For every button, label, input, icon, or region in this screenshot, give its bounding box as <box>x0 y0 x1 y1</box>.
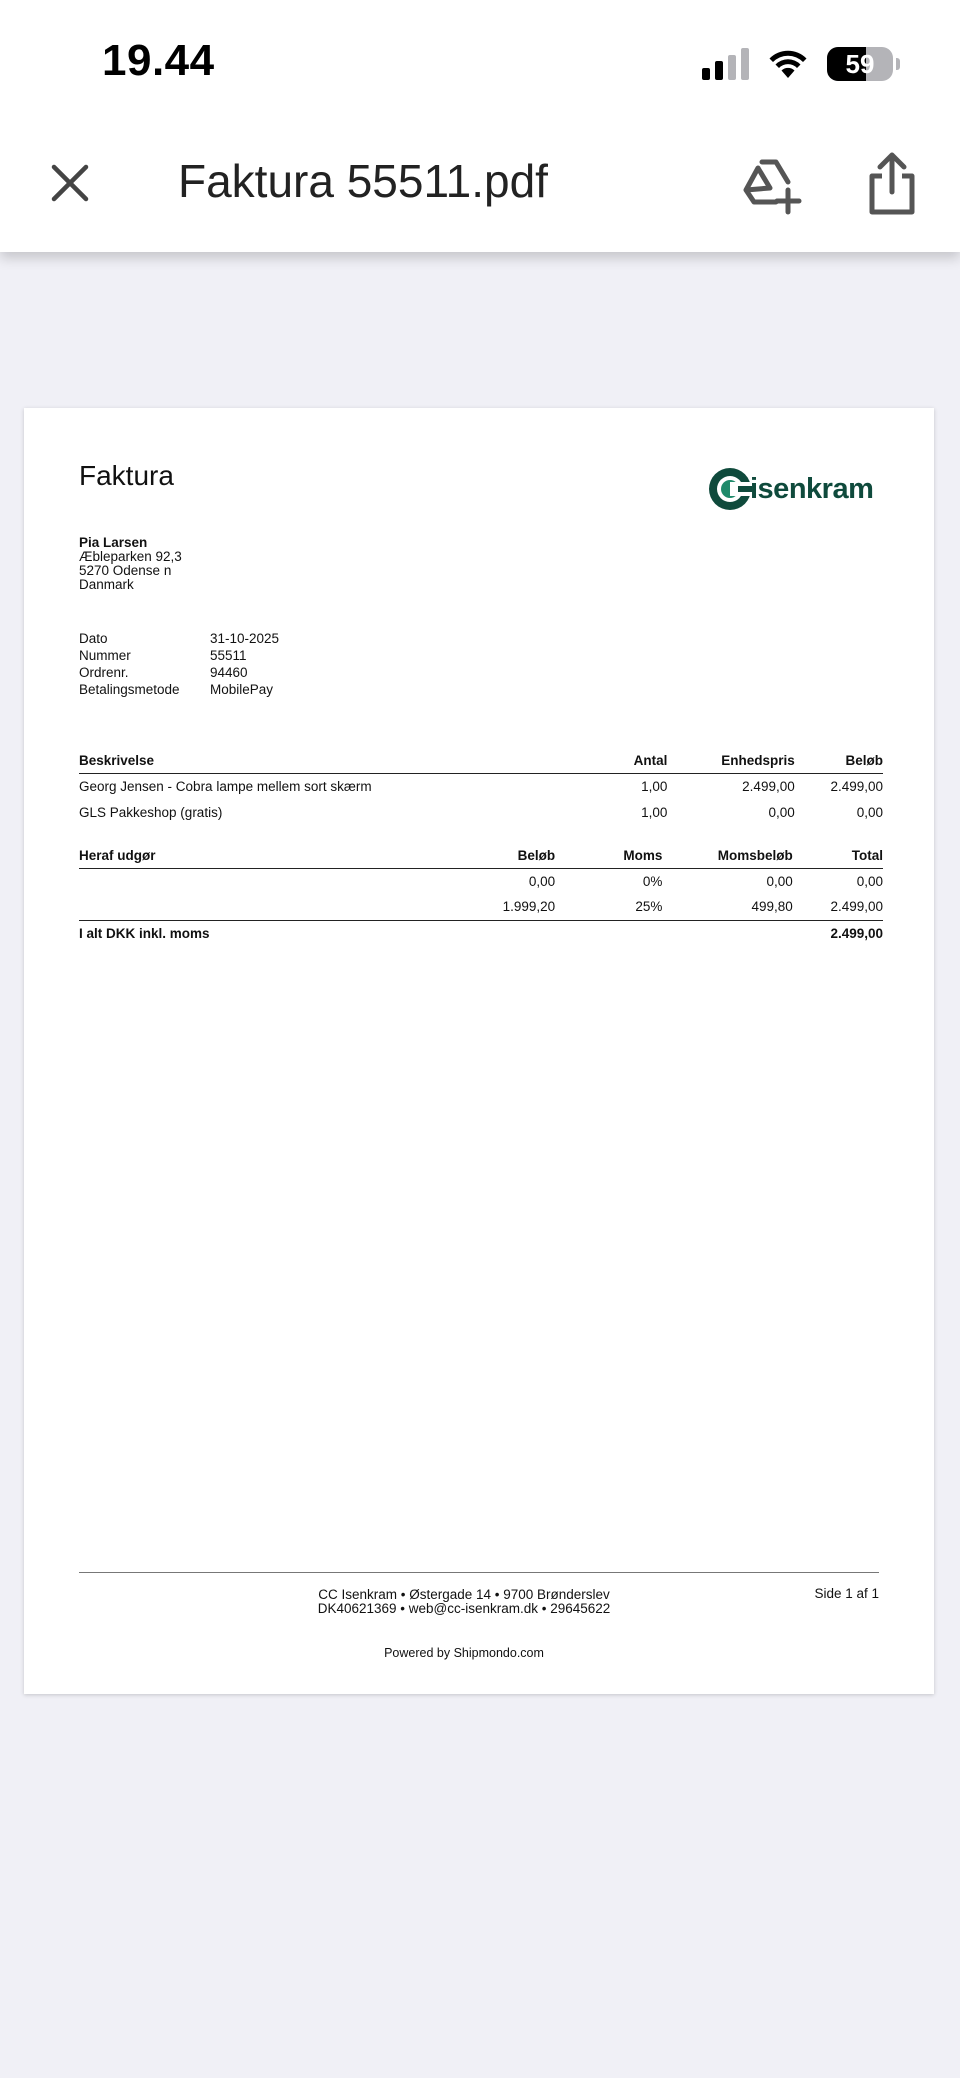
table-row <box>79 773 883 799</box>
total-label: I alt DKK inkl. moms <box>79 925 210 941</box>
table-cell: GLS Pakkeshop (gratis) <box>79 804 223 820</box>
meta-value: MobilePay <box>210 682 274 697</box>
table-cell: 0,00 <box>856 873 883 889</box>
customer-name: Pia Larsen <box>79 535 148 550</box>
meta-label: Dato <box>79 631 108 646</box>
footer-address <box>224 1588 704 1616</box>
add-to-drive-button[interactable] <box>740 152 804 216</box>
items-header-row <box>79 753 883 773</box>
total-value: 2.499,00 <box>830 925 883 941</box>
add-to-drive-icon <box>740 152 804 216</box>
meta-row <box>79 664 279 681</box>
vat-header-row <box>79 848 883 868</box>
table-cell: 2.499,00 <box>830 899 883 915</box>
isenkram-logo-icon <box>708 467 752 511</box>
table-cell: 2.499,00 <box>830 778 883 794</box>
top-bar <box>0 0 960 252</box>
status-time: 19.44 <box>102 36 215 85</box>
close-icon <box>50 163 90 203</box>
column-header: Momsbeløb <box>717 848 793 863</box>
invoice-meta <box>79 630 279 698</box>
cellular-signal-icon <box>702 48 749 80</box>
footer-line-2: DK40621369 • web@cc-isenkram.dk • 29645622 <box>317 1601 611 1616</box>
column-header: Moms <box>623 848 663 863</box>
table-cell: 0% <box>642 873 663 889</box>
table-cell: 1,00 <box>641 778 668 794</box>
meta-label: Betalingsmetode <box>79 682 180 697</box>
table-cell: 1.999,20 <box>502 899 556 915</box>
table-cell: 0,00 <box>856 804 883 820</box>
meta-value: 31-10-2025 <box>210 631 280 646</box>
footer-line-1: CC Isenkram • Østergade 14 • 9700 Brønderslev <box>318 1587 610 1602</box>
meta-value: 94460 <box>210 665 248 680</box>
meta-value: 55511 <box>210 648 247 663</box>
meta-row <box>79 681 279 698</box>
table-cell <box>79 868 400 894</box>
table-cell: 0,00 <box>768 804 795 820</box>
share-button[interactable] <box>862 150 922 218</box>
table-cell: 0,00 <box>766 873 793 889</box>
table-row <box>79 868 883 894</box>
page-number: Side 1 af 1 <box>814 1586 879 1601</box>
status-icons <box>702 44 900 84</box>
customer-country: Danmark <box>79 577 134 592</box>
pdf-page <box>24 408 934 1694</box>
column-header: Beløb <box>845 753 883 768</box>
table-cell: 0,00 <box>528 873 556 889</box>
file-title: Faktura 55511.pdf <box>178 155 548 207</box>
meta-row <box>79 647 279 664</box>
column-header: Antal <box>633 753 668 768</box>
total-row <box>79 920 883 946</box>
meta-label: Nummer <box>79 648 131 663</box>
table-cell: Georg Jensen - Cobra lampe mellem sort skærm <box>79 778 372 794</box>
table-cell: 25% <box>635 899 663 915</box>
meta-row <box>79 630 279 647</box>
document-title: Faktura <box>79 460 174 491</box>
battery-icon <box>827 47 893 81</box>
customer-street: Æbleparken 92,3 <box>79 549 182 564</box>
table-cell: 1,00 <box>641 804 668 820</box>
share-icon <box>862 150 922 218</box>
meta-label: Ordrenr. <box>79 665 129 680</box>
table-cell: 499,80 <box>751 899 793 915</box>
footer-divider <box>79 1572 879 1573</box>
logo-text: isenkram <box>750 472 874 505</box>
column-header: Total <box>851 848 883 863</box>
powered-by: Powered by Shipmondo.com <box>384 1646 544 1660</box>
table-row <box>79 894 883 920</box>
close-button[interactable] <box>42 155 98 211</box>
table-row <box>79 799 883 825</box>
battery-level: 59 <box>845 48 875 79</box>
vat-table <box>79 848 883 946</box>
customer-address <box>79 536 182 592</box>
company-logo <box>708 464 873 514</box>
wifi-icon <box>767 48 809 80</box>
column-header: Beløb <box>517 848 556 863</box>
items-table <box>79 753 883 825</box>
customer-city: 5270 Odense n <box>79 563 172 578</box>
column-header: Enhedspris <box>721 753 795 768</box>
table-cell: 2.499,00 <box>742 778 795 794</box>
column-header: Heraf udgør <box>79 848 156 863</box>
column-header: Beskrivelse <box>79 753 155 768</box>
table-cell <box>79 894 400 920</box>
